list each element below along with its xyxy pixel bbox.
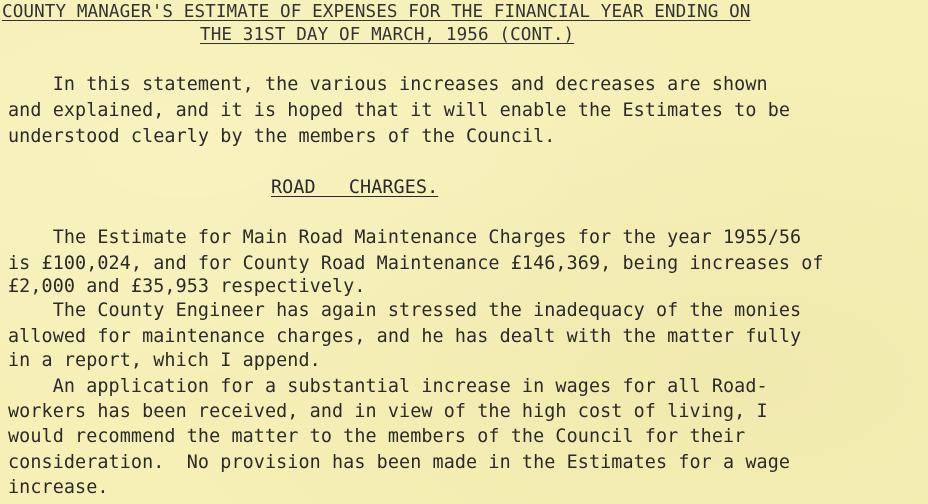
paragraph-line: workers has been received, and in view of the high cost of living, I — [8, 401, 768, 422]
paragraph-line: allowed for maintenance charges, and he has dealt with the matter fully — [8, 326, 802, 347]
paragraph-line: increase. — [8, 477, 109, 498]
paragraph-line: is £100,024, and for County Road Maintenance £146,369, being increases of — [8, 253, 824, 274]
intro-line: and explained, and it is hoped that it will enable the Estimates to be — [8, 100, 791, 121]
intro-line: In this statement, the various increases and decreases are shown — [8, 74, 768, 95]
intro-line: understood clearly by the members of the Council. — [8, 126, 556, 147]
document-title-line-2: THE 31ST DAY OF MARCH, 1956 (CONT.) — [200, 25, 575, 45]
paragraph-line: The Estimate for Main Road Maintenance Charges for the year 1955/56 — [8, 227, 802, 248]
paragraph-line: An application for a substantial increase in wages for all Road- — [8, 376, 768, 397]
section-heading: ROAD CHARGES. — [271, 177, 439, 198]
paragraph-line: would recommend the matter to the members of the Council for their — [8, 426, 746, 447]
paragraph-line: The County Engineer has again stressed the inadequacy of the monies — [8, 300, 802, 321]
paragraph-line: £2,000 and £35,953 respectively. — [8, 276, 366, 297]
paragraph-line: in a report, which I append. — [8, 350, 321, 371]
paragraph-line: consideration. No provision has been made in the Estimates for a wage — [8, 452, 791, 473]
document-title-line-1: COUNTY MANAGER'S ESTIMATE OF EXPENSES FOR THE FINANCIAL YEAR ENDING ON — [2, 2, 751, 22]
